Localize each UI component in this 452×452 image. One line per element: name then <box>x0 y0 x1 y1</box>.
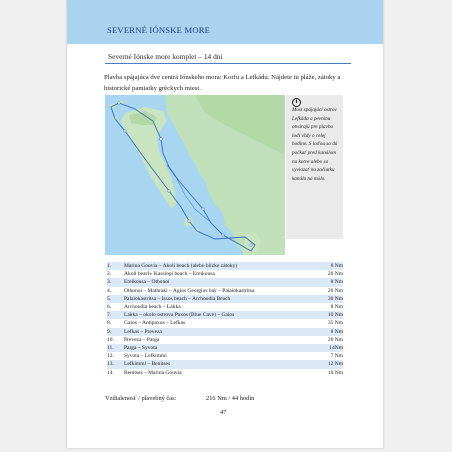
route-table <box>107 262 343 377</box>
route-distance: 30 Nm <box>320 295 343 303</box>
table-row <box>107 344 343 352</box>
route-map-drawing <box>105 95 285 255</box>
route-name: Ereikousa – Othonoi <box>124 278 320 286</box>
table-row <box>107 311 343 319</box>
route-name: Lefkas – Preveza <box>124 328 320 336</box>
table-row <box>107 278 343 286</box>
note-box <box>286 95 343 239</box>
route-distance: 35 Nm <box>320 319 343 327</box>
route-distance: 20 Nm <box>320 287 343 295</box>
route-distance: 10 Nm <box>320 311 343 319</box>
totals-value: 216 Nm / 44 hodín <box>206 395 255 402</box>
table-row <box>107 328 343 336</box>
table-row <box>107 270 343 278</box>
route-distance: 14Nm <box>320 344 343 352</box>
route-distance: 8 Nm <box>320 278 343 286</box>
route-number: 5. <box>107 295 124 303</box>
route-distance: 7 Nm <box>320 352 343 360</box>
route-distance: 26 Nm <box>320 336 343 344</box>
table-row <box>107 336 343 344</box>
route-number: 7. <box>107 311 124 319</box>
route-number: 14. <box>107 369 124 377</box>
route-number: 1. <box>107 262 124 270</box>
route-name: Syvota – Lefkimmi <box>124 352 320 360</box>
intro-paragraph: Plavba spájajúca dve centrá Iónskeho mora: Korfu a Lefkádu. Nájdete tu pláže, zátoky a historické pamiatky gréckych miest. <box>104 74 341 92</box>
totals-label: Vzdialenosť / plavebný čas: <box>105 395 177 402</box>
table-row <box>107 303 343 311</box>
route-name: Othonoi – Mathraki – Agios Georgios bay – Palaiokastritsa <box>124 287 320 295</box>
table-row <box>107 369 343 377</box>
route-number: 2. <box>107 270 124 278</box>
document-page <box>67 0 383 448</box>
route-distance: 10 Nm <box>320 369 343 377</box>
route-number: 10. <box>107 336 124 344</box>
route-name: Lefkimmi – Benitses <box>124 360 320 368</box>
table-row <box>107 295 343 303</box>
totals-line <box>105 395 254 402</box>
route-number: 12. <box>107 352 124 360</box>
route-name: Marina Gouvia – Akoli beach (alebo blízke zátoky) <box>124 262 320 270</box>
table-row <box>107 262 343 270</box>
route-number: 8. <box>107 319 124 327</box>
route-distance: 12 Nm <box>320 360 343 368</box>
route-name: Benitses – Marina Gouvia <box>124 369 320 377</box>
route-number: 4. <box>107 287 124 295</box>
table-row <box>107 352 343 360</box>
route-name: Palaiokastritsa – Issos beach – Archoudia Beach <box>124 295 320 303</box>
route-name: Parga – Syvota <box>124 344 320 352</box>
route-distance: 8 Nm <box>320 328 343 336</box>
info-icon: i <box>292 98 301 107</box>
route-name: Preveza – Parga <box>124 336 320 344</box>
note-text: Most spájajúci ostrov Lefkáda a pevninu otvárajú pre plavbu lodí vždy o celej hodine. S loďou sa dá počkať pred kanálom na kotve alebo sa vyviazať na začiatku kanálu na mólo. <box>292 107 338 182</box>
table-row <box>107 319 343 327</box>
table-row <box>107 287 343 295</box>
route-number: 6. <box>107 303 124 311</box>
subtitle-divider <box>105 63 351 64</box>
route-number: 3. <box>107 278 124 286</box>
route-name: Lakka – okolo ostrova Paxos (Blue Cave) – Gaios <box>124 311 320 319</box>
route-name: Gaios – Antipaxos – Lefkas <box>124 319 320 327</box>
header-title: SEVERNÉ IÓNSKE MORE <box>107 25 211 35</box>
route-map <box>105 95 285 255</box>
route-name: Akoli beach- Kassiopi beach – Ereikousa <box>124 270 320 278</box>
route-number: 11. <box>107 344 124 352</box>
route-number: 13. <box>107 360 124 368</box>
page-number: 47 <box>220 409 227 416</box>
section-subtitle: Severné Iónske more komplet – 14 dní <box>108 52 223 61</box>
route-name: Archoudia beach – Lakka <box>124 303 320 311</box>
route-distance: 8 Nm <box>320 262 343 270</box>
route-distance: 8 Nm <box>320 303 343 311</box>
table-row <box>107 360 343 368</box>
page-header <box>67 0 383 44</box>
route-distance: 20 Nm <box>320 270 343 278</box>
route-number: 9. <box>107 328 124 336</box>
